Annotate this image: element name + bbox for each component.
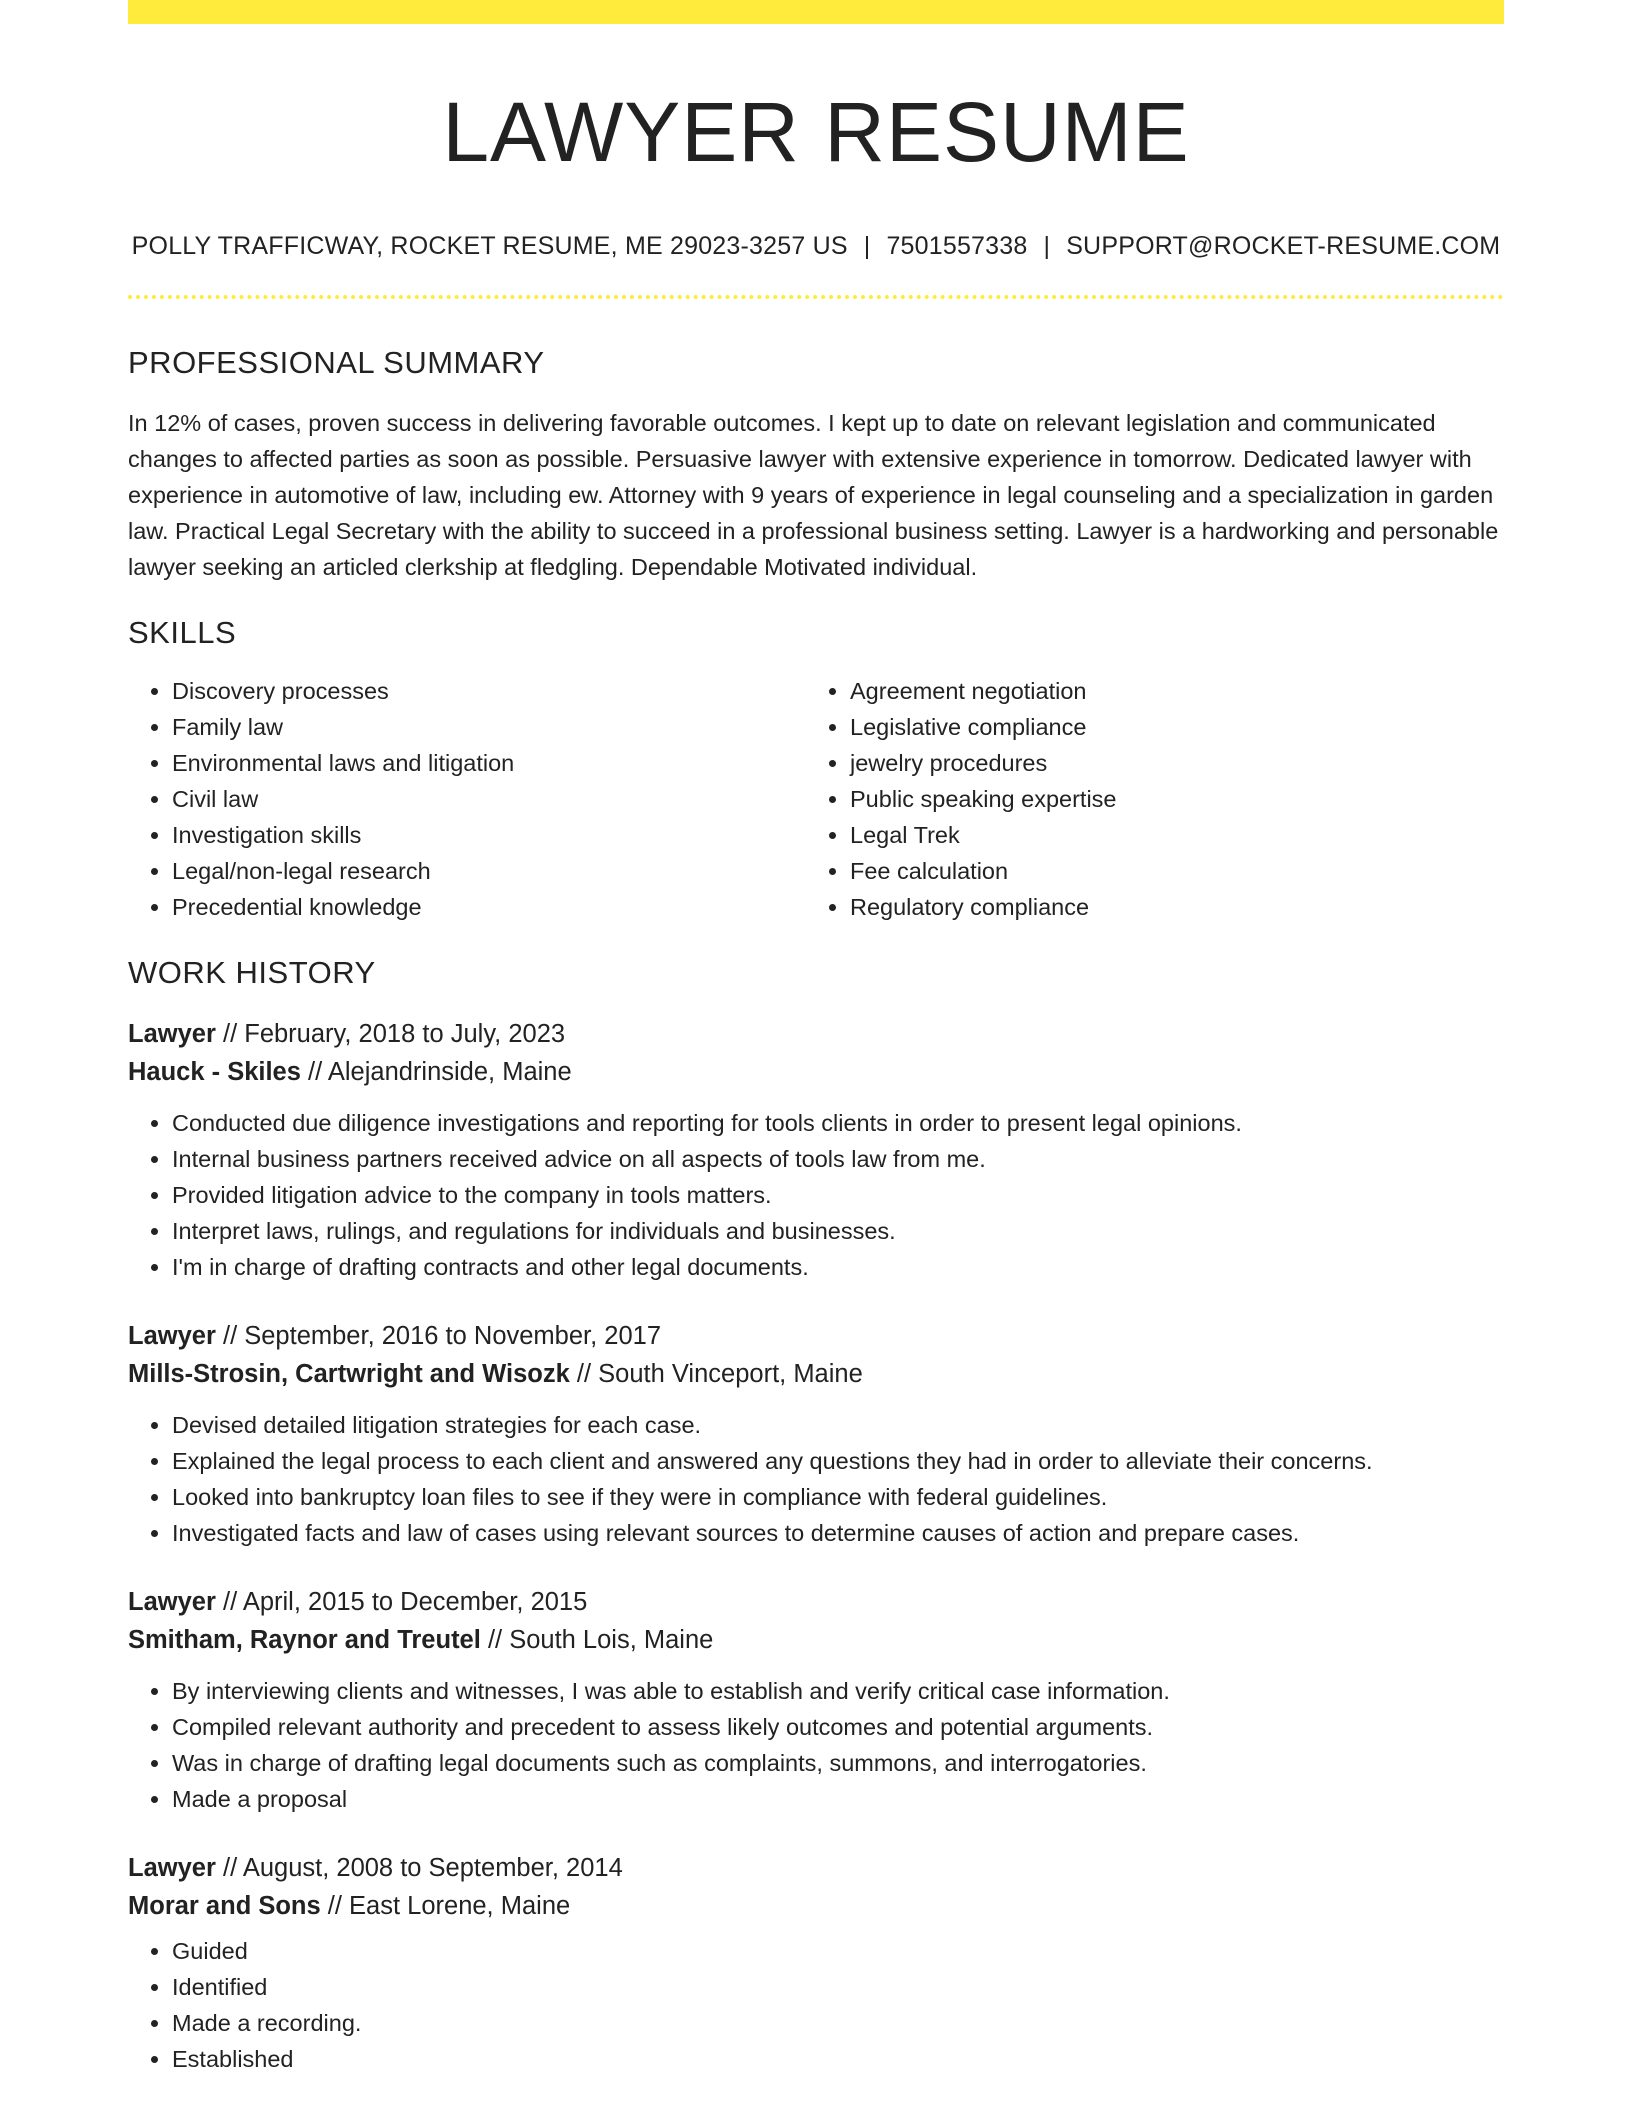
job-entry [128,1015,1504,1285]
job-entry [128,1849,1504,2077]
job-dates: // April, 2015 to December, 2015 [222,1588,588,1617]
job-bullet: • Investigated facts and law of cases using relevant sources to determine causes of action and prepare cases. [172,1515,1504,1551]
job-bullet: • Was in charge of drafting legal documents such as complaints, summons, and interrogatories. [172,1745,1504,1781]
job-bullet: • Identified [172,1969,1504,2005]
job-bullet: • Conducted due diligence investigations and reporting for tools clients in order to present legal opinions. [172,1105,1504,1141]
job-entry [128,1583,1504,1817]
job-company: Hauck - Skiles [128,1058,301,1087]
skill-item: • Investigation skills [172,817,806,853]
job-role: Lawyer [128,1854,216,1883]
job-bullets [128,1673,1504,1817]
skill-item: • Environmental laws and litigation [172,745,806,781]
job-location: // Alejandrinside, Maine [308,1058,572,1087]
job-entry [128,1317,1504,1551]
job-role: Lawyer [128,1020,216,1049]
top-accent-bar [128,0,1504,24]
dotted-divider [128,295,1504,299]
skill-item: • Public speaking expertise [850,781,1484,817]
job-location: // East Lorene, Maine [327,1892,571,1921]
job-title-line [128,1317,1504,1355]
skills-list [128,673,1504,925]
summary-heading: PROFESSIONAL SUMMARY [128,345,545,381]
contact-line [128,232,1504,261]
skill-item: • Precedential knowledge [172,889,806,925]
job-dates: // August, 2008 to September, 2014 [222,1854,623,1883]
job-company: Morar and Sons [128,1892,321,1921]
job-location: // South Vinceport, Maine [576,1360,863,1389]
skill-item: • Legislative compliance [850,709,1484,745]
summary-text: In 12% of cases, proven success in delivering favorable outcomes. I kept up to date on relevant legislation and communicated changes to affected parties as soon as possible. Persuasive lawyer with extensive experience in tomorrow. Dedicated lawyer with experience in automotive of law, including ew. Attorney with 9 years of experience in legal counseling and a specialization in garden law. Practical Legal Secretary with the ability to succeed in a professional business setting. Lawyer is a hardworking and personable lawyer seeking an articled clerkship at fledgling. Dependable Motivated individual. [128,410,1499,581]
skills-heading: SKILLS [128,615,237,651]
contact-separator: | [1043,232,1051,261]
resume-page [128,0,1504,2077]
skill-item: • Agreement negotiation [850,673,1484,709]
skill-item: • Civil law [172,781,806,817]
job-bullets [128,1105,1504,1285]
job-bullet: • Internal business partners received advice on all aspects of tools law from me. [172,1141,1504,1177]
skill-item: • Family law [172,709,806,745]
contact-phone: 7501557338 [886,232,1028,261]
contact-address: POLLY TRAFFICWAY, ROCKET RESUME, ME 29023-3257 US [131,232,848,261]
job-company-line [128,1355,1504,1393]
job-bullet: • Established [172,2041,1504,2077]
job-title-line [128,1015,1504,1053]
job-bullet: • Compiled relevant authority and precedent to assess likely outcomes and potential arguments. [172,1709,1504,1745]
job-bullet: • Provided litigation advice to the company in tools matters. [172,1177,1504,1213]
job-title-line [128,1583,1504,1621]
job-company: Smitham, Raynor and Treutel [128,1626,481,1655]
skill-item: • jewelry procedures [850,745,1484,781]
job-company-line [128,1621,1504,1659]
job-dates: // September, 2016 to November, 2017 [222,1322,662,1351]
job-bullet: • Made a proposal [172,1781,1504,1817]
job-location: // South Lois, Maine [487,1626,714,1655]
job-bullet: • I'm in charge of drafting contracts and other legal documents. [172,1249,1504,1285]
skill-item: • Fee calculation [850,853,1484,889]
skill-item: • Discovery processes [172,673,806,709]
job-role: Lawyer [128,1588,216,1617]
job-dates: // February, 2018 to July, 2023 [222,1020,566,1049]
skill-item: • Regulatory compliance [850,889,1484,925]
page-title: LAWYER RESUME [442,85,1190,179]
work-history-heading: WORK HISTORY [128,955,376,991]
job-bullets [128,1933,1504,2077]
job-company: Mills-Strosin, Cartwright and Wisozk [128,1360,570,1389]
contact-email: SUPPORT@ROCKET-RESUME.COM [1066,232,1501,261]
contact-separator: | [863,232,871,261]
job-bullet: • Looked into bankruptcy loan files to see if they were in compliance with federal guidelines. [172,1479,1504,1515]
job-bullet: • Guided [172,1933,1504,1969]
job-role: Lawyer [128,1322,216,1351]
job-company-line [128,1053,1504,1091]
skills-column-right [806,673,1484,925]
skill-item: • Legal/non-legal research [172,853,806,889]
job-bullet: • Devised detailed litigation strategies for each case. [172,1407,1504,1443]
job-title-line [128,1849,1504,1887]
skills-column-left [128,673,806,925]
job-bullet: • Made a recording. [172,2005,1504,2041]
job-bullet: • Interpret laws, rulings, and regulations for individuals and businesses. [172,1213,1504,1249]
job-company-line [128,1887,1504,1925]
job-bullets [128,1407,1504,1551]
skill-item: • Legal Trek [850,817,1484,853]
job-bullet: • By interviewing clients and witnesses, I was able to establish and verify critical case information. [172,1673,1504,1709]
job-bullet: • Explained the legal process to each client and answered any questions they had in order to alleviate their concerns. [172,1443,1504,1479]
